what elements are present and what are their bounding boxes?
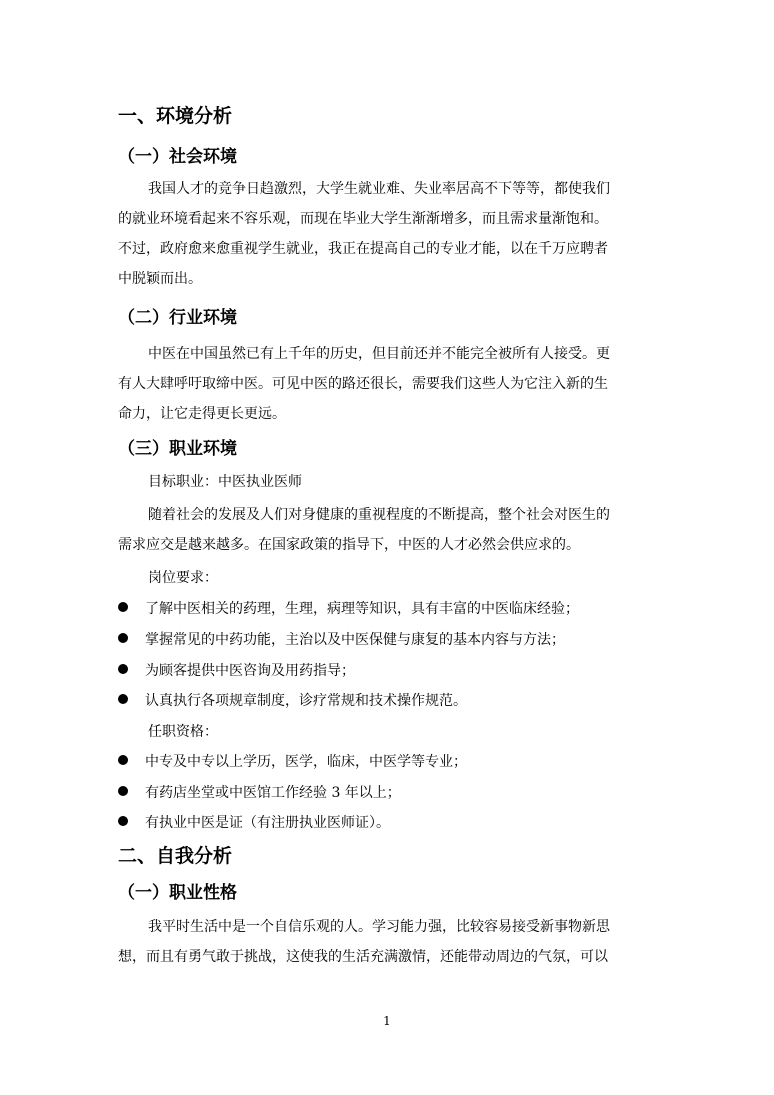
qualification-text: 中专及中专以上学历，医学，临床，中医学等专业； bbox=[145, 754, 467, 770]
paragraph-line: 随着社会的发展及人们对身健康的重视程度的不断提高，整个社会对医生的 bbox=[148, 507, 610, 523]
bullet-icon bbox=[118, 633, 128, 643]
paragraph-line: 中医在中国虽然已有上千年的历史，但目前还并不能完全被所有人接受。更 bbox=[148, 346, 610, 362]
paragraph-social bbox=[118, 174, 664, 294]
duty-item bbox=[118, 690, 467, 712]
target-job: 目标职业：中医执业医师 bbox=[148, 474, 302, 490]
duty-text: 了解中医相关的药理，生理，病理等知识，具有丰富的中医临床经验； bbox=[145, 601, 579, 617]
paragraph-line: 不过，政府愈来愈重视学生就业，我正在提高自己的专业才能，以在千万应聘者 bbox=[118, 241, 608, 257]
qualification-item bbox=[118, 751, 467, 773]
subsection-social-heading: （一）社会环境 bbox=[118, 147, 237, 167]
paragraph-line: 有人大肆呼吁取缔中医。可见中医的路还很长，需要我们这些人为它注入新的生 bbox=[118, 376, 608, 392]
qualification-text: 有药店坐堂或中医馆工作经验 3 年以上； bbox=[145, 785, 401, 801]
paragraph-career bbox=[118, 500, 664, 560]
duty-text: 掌握常见的中药功能，主治以及中医保健与康复的基本内容与方法； bbox=[145, 632, 565, 648]
bullet-icon bbox=[118, 816, 128, 826]
paragraph-line: 中脱颖而出。 bbox=[118, 271, 202, 287]
paragraph-personality bbox=[118, 912, 664, 972]
duty-item bbox=[118, 598, 579, 620]
duty-item bbox=[118, 660, 355, 682]
subsection-industry-heading: （二）行业环境 bbox=[118, 308, 237, 328]
duty-text: 为顾客提供中医咨询及用药指导； bbox=[145, 663, 355, 679]
bullet-icon bbox=[118, 755, 128, 765]
qualification-label: 任职资格： bbox=[148, 724, 218, 740]
paragraph-line: 需求应交是越来越多。在国家政策的指导下，中医的人才必然会供应求的。 bbox=[118, 537, 580, 553]
subsection-personality-heading: （一）职业性格 bbox=[118, 883, 237, 903]
duty-text: 认真执行各项规章制度，诊疗常规和技术操作规范。 bbox=[145, 693, 467, 709]
section-2-heading: 二、自我分析 bbox=[118, 845, 233, 867]
paragraph-line: 命力，让它走得更长更远。 bbox=[118, 406, 286, 422]
paragraph-line: 我国人才的竞争日趋激烈，大学生就业难、失业率居高不下等等，都使我们 bbox=[148, 181, 610, 197]
bullet-icon bbox=[118, 786, 128, 796]
qualification-item bbox=[118, 812, 390, 834]
paragraph-line: 我平时生活中是一个自信乐观的人。学习能力强，比较容易接受新事物新思 bbox=[148, 919, 610, 935]
qualification-text: 有执业中医是证（有注册执业医师证）。 bbox=[145, 815, 390, 831]
subsection-career-heading: （三）职业环境 bbox=[118, 439, 237, 459]
section-1-heading: 一、环境分析 bbox=[118, 105, 233, 127]
paragraph-industry bbox=[118, 339, 664, 429]
duty-label: 岗位要求： bbox=[148, 570, 218, 586]
bullet-icon bbox=[118, 664, 128, 674]
paragraph-line: 的就业环境看起来不容乐观，而现在毕业大学生渐渐增多，而且需求量渐饱和。 bbox=[118, 211, 608, 227]
paragraph-line: 想，而且有勇气敢于挑战，这使我的生活充满激情，还能带动周边的气氛，可以 bbox=[118, 949, 608, 965]
duty-item bbox=[118, 629, 565, 651]
bullet-icon bbox=[118, 602, 128, 612]
qualification-item bbox=[118, 782, 401, 804]
page-number: 1 bbox=[383, 1014, 391, 1028]
bullet-icon bbox=[118, 694, 128, 704]
